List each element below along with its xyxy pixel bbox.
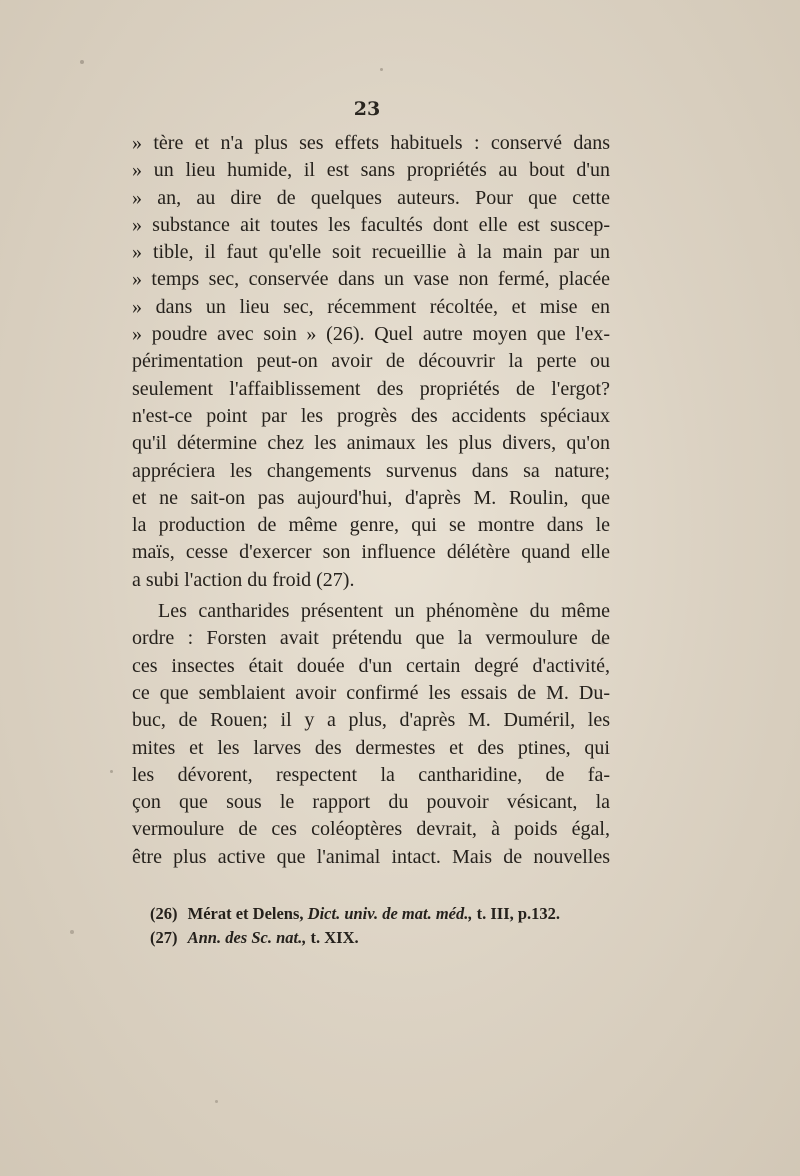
footnote-work: Dict. univ. de mat. méd., [307,904,473,923]
text-line: Les cantharides présentent un phénomène du même [158,600,610,623]
paper-spot [80,60,84,64]
footnote-26 [150,902,610,926]
text-line: seulement l'affaiblissement des propriétés de l'ergot? [132,377,610,400]
paper-spot [110,770,113,773]
text-line: maïs, cesse d'exercer son influence délétère quand elle [132,541,610,564]
page-number: 23 [353,98,381,120]
text-line: la production de même genre, qui se montre dans le [132,514,610,537]
text-line: » an, au dire de quelques auteurs. Pour que cette [132,186,610,209]
text-line: çon que sous le rapport du pouvoir vésicant, la [132,791,610,814]
text-line: et ne sait-on pas aujourd'hui, d'après M. Roulin, que [132,486,610,509]
paper-spot [215,1100,218,1103]
text-line: périmentation peut-on avoir de découvrir la perte ou [132,350,610,373]
text-line: ordre : Forsten avait prétendu que la vermoulure de [132,627,610,650]
text-line: a subi l'action du froid (27). [132,568,355,591]
paper-spot [380,68,383,71]
text-line: » poudre avec soin » (26). Quel autre moyen que l'ex- [132,323,610,346]
body-text [132,130,610,871]
footnote-ref: t. III, p.132. [476,904,561,923]
footnotes [150,902,610,950]
footnote-authors: Mérat et Delens, [187,904,304,923]
text-line: mites et les larves des dermestes et des ptines, qui [132,736,610,759]
text-line: buc, de Rouen; il y a plus, d'après M. Duméril, les [132,709,610,732]
text-line: » un lieu humide, il est sans propriétés au bout d'un [132,159,610,182]
footnote-27 [150,926,610,950]
text-line: qu'il détermine chez les animaux les plus divers, qu'on [132,432,610,455]
footnote-number: (27) [150,928,178,947]
footnote-ref: t. XIX. [310,928,359,947]
text-line: ces insectes était douée d'un certain degré d'activité, [132,654,610,677]
text-line: ce que semblaient avoir confirmé les essais de M. Du- [132,681,610,704]
text-line: n'est-ce point par les progrès des accidents spéciaux [132,404,610,427]
paper-spot [70,930,74,934]
footnote-number: (26) [150,904,178,923]
text-line: » temps sec, conservée dans un vase non fermé, placée [132,268,610,291]
footnote-work: Ann. des Sc. nat., [187,928,307,947]
text-line: appréciera les changements survenus dans sa nature; [132,459,610,482]
text-line: » dans un lieu sec, récemment récoltée, et mise en [132,295,610,318]
text-line: » substance ait toutes les facultés dont elle est suscep- [132,213,610,236]
text-line: vermoulure de ces coléoptères devrait, à poids égal, [132,818,610,841]
text-line: » tère et n'a plus ses effets habituels : conservé dans [132,132,610,154]
text-line: les dévorent, respectent la cantharidine, de fa- [132,763,610,786]
text-line: être plus active que l'animal intact. Mais de nouvelles [132,845,610,868]
text-line: » tible, il faut qu'elle soit recueillie à la main par un [132,241,610,264]
